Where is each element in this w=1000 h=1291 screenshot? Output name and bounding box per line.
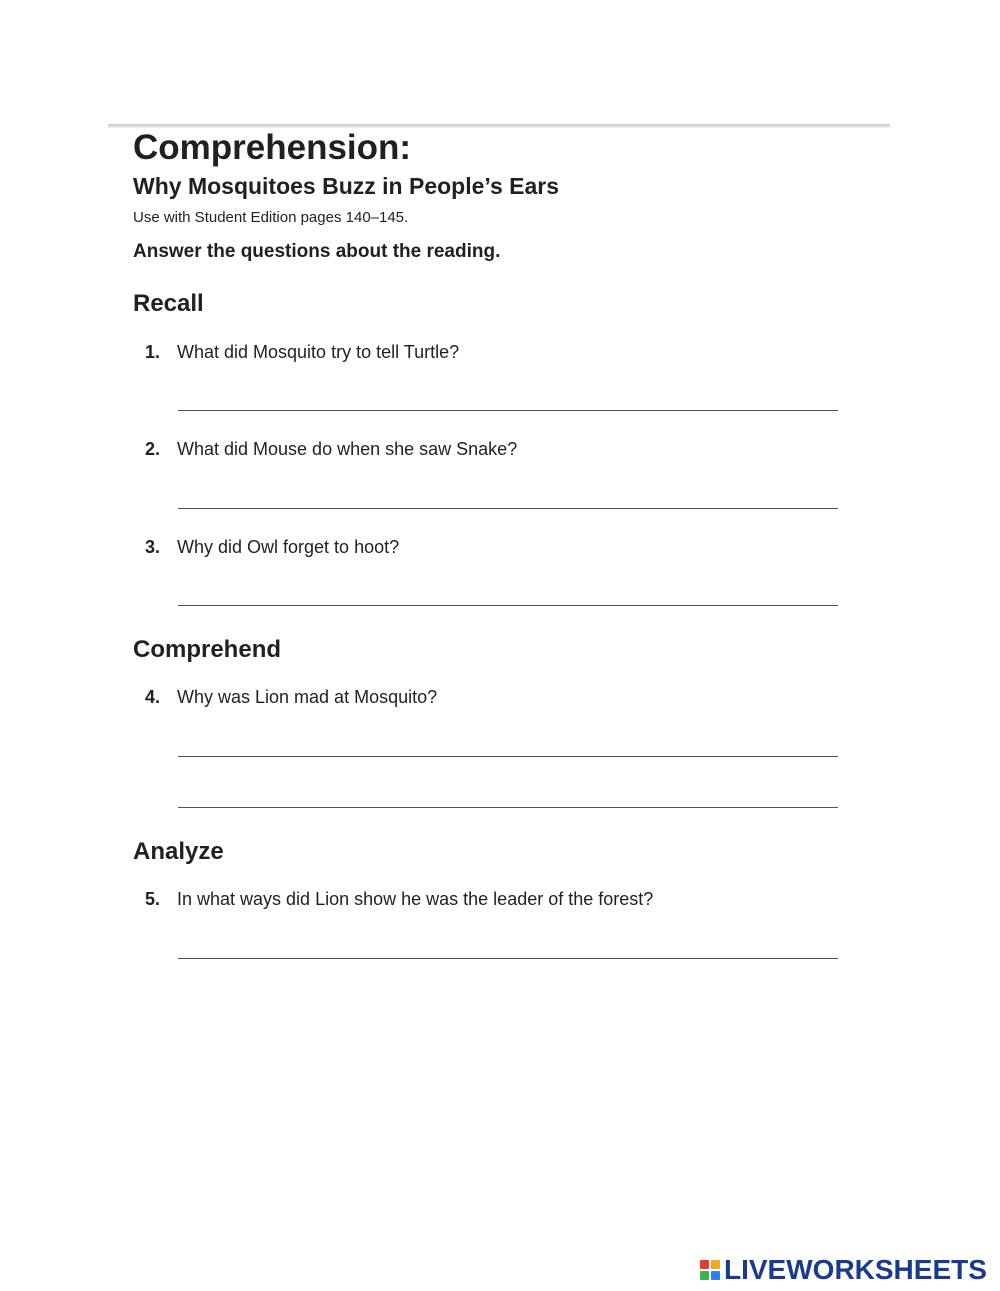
question-4 [145,685,437,709]
question-number: 2. [145,439,161,459]
question-text: What did Mouse do when she saw Snake? [177,439,518,459]
answer-line-1[interactable] [178,410,838,411]
question-number: 5. [145,889,161,909]
answer-line-4b[interactable] [178,807,838,808]
answer-line-4a[interactable] [178,756,838,757]
question-1 [145,340,459,364]
logo-block [700,1271,709,1280]
liveworksheets-brand [700,1254,987,1286]
section-heading-recall: Recall [133,290,204,317]
answer-line-2[interactable] [178,508,838,509]
answer-line-5[interactable] [178,958,838,959]
question-text: What did Mosquito try to tell Turtle? [177,342,460,362]
logo-block [711,1271,720,1280]
worksheet-subtitle: Why Mosquitoes Buzz in People’s Ears [133,173,559,199]
question-3 [145,535,399,559]
question-text: Why was Lion mad at Mosquito? [177,687,438,707]
brand-name: LIVEWORKSHEETS [724,1254,987,1285]
logo-block [700,1260,709,1269]
answer-line-3[interactable] [178,605,838,606]
question-text: In what ways did Lion show he was the leader of the forest? [177,889,654,909]
section-heading-analyze: Analyze [133,838,224,865]
question-number: 1. [145,342,161,362]
worksheet-title: Comprehension: [133,128,412,167]
instructions: Answer the questions about the reading. [133,241,501,262]
question-5 [145,887,653,911]
logo-block [711,1260,720,1269]
edition-note: Use with Student Edition pages 140–145. [133,209,409,226]
section-heading-comprehend: Comprehend [133,636,282,663]
liveworksheets-logo-icon [700,1260,720,1280]
question-text: Why did Owl forget to hoot? [177,537,400,557]
question-number: 4. [145,687,161,707]
question-2 [145,437,517,461]
question-number: 3. [145,537,161,557]
